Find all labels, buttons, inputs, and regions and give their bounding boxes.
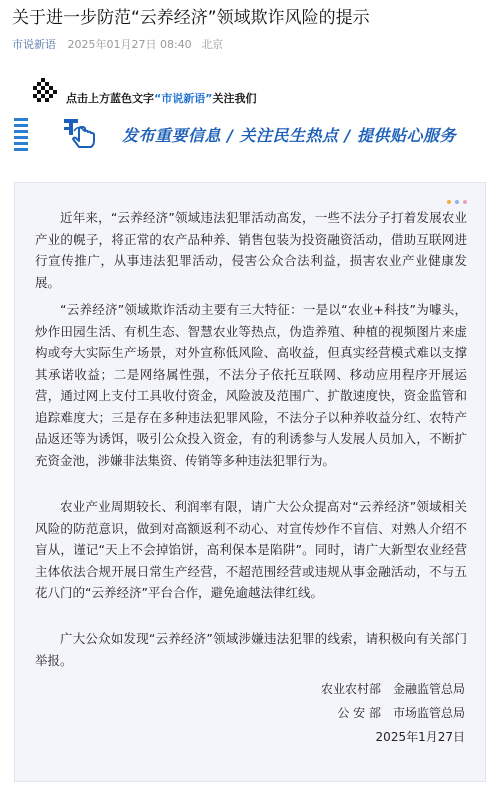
signatory-line-2: 公 安 部 市场监管总局	[337, 706, 465, 720]
dot-pink	[463, 200, 467, 204]
notice-paragraph-1: 近年来，“云养经济”领域违法犯罪活动高发，一些不法分子打着发展农业产业的幌子，将正常的农产品种养、销售包装为投资融资活动，借助互联网进行宣传推广，从事违法犯罪活动，侵害公众合法利益，损害农业产业健康发展。	[35, 210, 467, 290]
signatory-line-1: 农业农村部 金融监管总局	[320, 682, 465, 696]
follow-suffix: 关注我们	[212, 92, 257, 105]
article-title: 关于进一步防范“云养经济”领域欺诈风险的提示	[12, 8, 370, 28]
article-location: 北京	[201, 38, 224, 51]
service-banner	[14, 113, 486, 156]
article-source-link[interactable]: 市说新语	[12, 38, 56, 51]
signature-date: 2025年1月27日	[375, 730, 465, 744]
notice-paragraph-4: 广大公众如发现“云养经济”领域涉嫌违法犯罪的线索，请积极向有关部门举报。	[35, 631, 467, 668]
hand-touch-icon	[62, 117, 98, 153]
banner-slogan: 发布重要信息 / 关注民生热点 / 提供贴心服务	[122, 126, 456, 145]
checker-logo-icon	[32, 78, 58, 104]
follow-prefix: 点击上方蓝色文字	[66, 92, 154, 105]
follow-prompt	[66, 90, 256, 106]
follow-account-link[interactable]: “市说新语”	[154, 92, 213, 105]
banner-stripe-decoration	[14, 118, 28, 152]
article-date: 2025年01月27日 08:40	[67, 38, 192, 51]
dot-blue	[455, 200, 459, 204]
dot-yellow	[447, 200, 451, 204]
article-meta	[12, 36, 223, 52]
notice-paragraph-2: “云养经济”领域欺诈活动主要有三大特征：一是以“农业+科技”为噱头，炒作田园生活、有机生态、智慧农业等热点，伪造养殖、种植的视频图片来虚构或夸大实际生产场景，对外宣称低风险、高收益，但真实经营模式难以支撑其承诺收益；二是网络属性强，不法分子依托互联网、移动应用程序开展运营，通过网上支付工具收付资金，风险波及范围广、扩散速度快，资金监管和追踪难度大；三是存在多种违法犯罪风险，不法分子以种养收益分红、农特产品返还等为诱饵，吸引公众投入资金，有的利诱参与人发展人员加入，不断扩充资金池，涉嫌非法集资、传销等多种违法犯罪行为。	[35, 302, 467, 468]
notice-paragraph-3: 农业产业周期较长、利润率有限，请广大公众提高对“云养经济”领域相关风险的防范意识，做到对高额返利不动心、对宣传炒作不盲信、对熟人介绍不盲从，谨记“天上不会掉馅饼，高利保本是陷阱”。同时，请广大新型农业经营主体依法合规开展日常生产经营，不超范围经营或违规从事金融活动，不与五花八门的“云养经济”平台合作，避免逾越法律红线。	[35, 499, 467, 600]
notice-card	[14, 182, 486, 782]
dots-decoration-icon	[443, 189, 467, 208]
